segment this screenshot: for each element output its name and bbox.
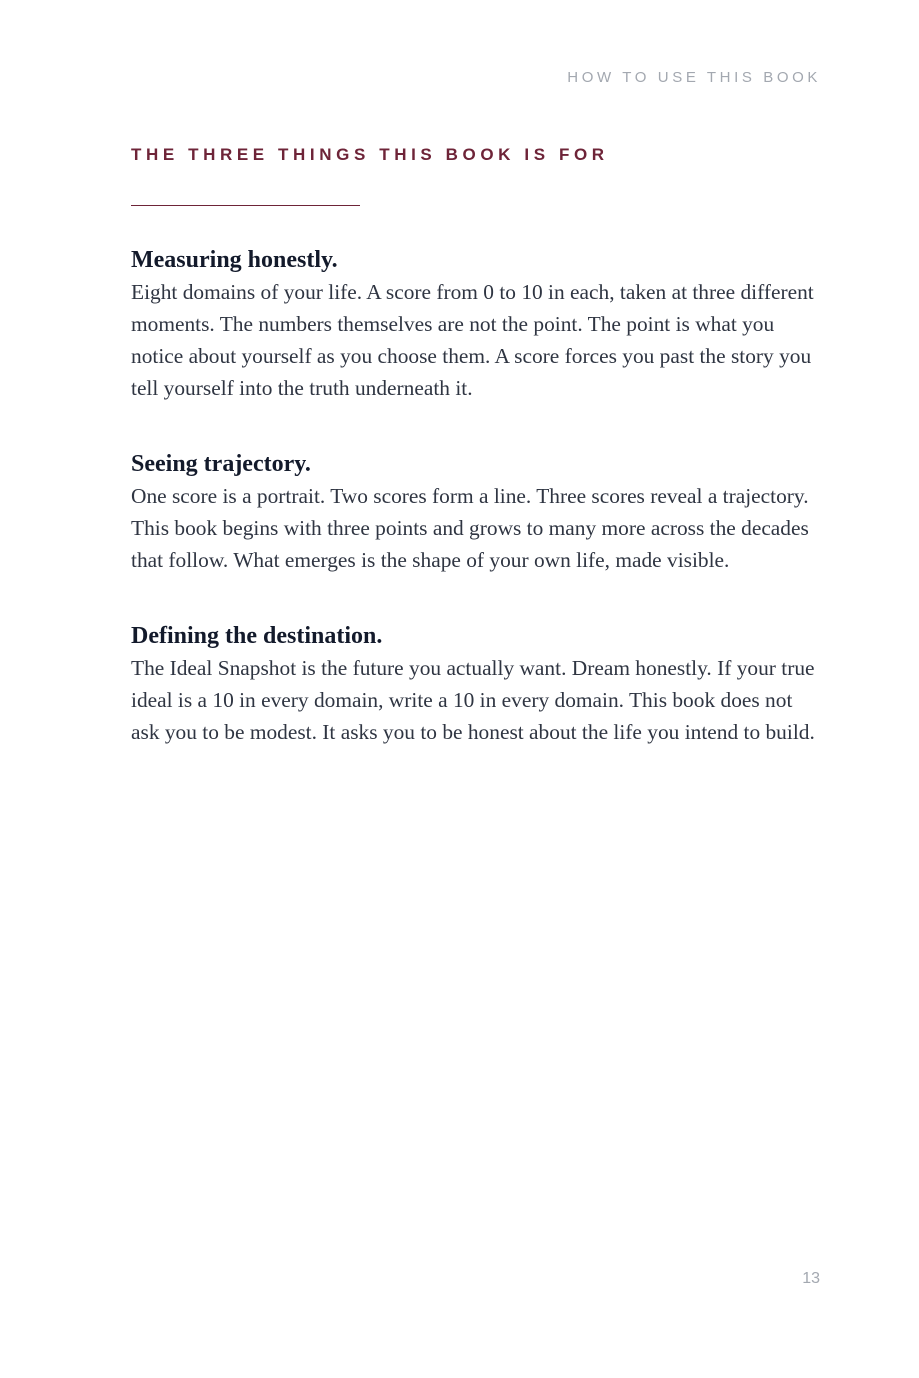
section-divider — [131, 205, 360, 206]
entry-heading: Defining the destination. — [131, 623, 383, 649]
running-header: HOW TO USE THIS BOOK — [567, 69, 821, 86]
section-title: THE THREE THINGS THIS BOOK IS FOR — [131, 145, 609, 164]
entry-trajectory — [131, 448, 821, 576]
entry-measuring — [131, 244, 821, 404]
entries-list — [131, 244, 821, 792]
entry-heading: Seeing trajectory. — [131, 451, 311, 477]
entry-heading: Measuring honestly. — [131, 247, 338, 273]
entry-body: Eight domains of your life. A score from 0 to 10 in each, taken at three different moments. The numbers themselves are not the point. The point is what you notice about yourself as you choose them. A score forces you past the story you tell yourself into the truth underneath it. — [131, 280, 814, 400]
entry-body: The Ideal Snapshot is the future you actually want. Dream honestly. If your true ideal is a 10 in every domain, write a 10 in every domain. This book does not ask you to be modest. It asks you to be honest about the life you intend to build. — [131, 656, 815, 744]
page-number: 13 — [802, 1270, 820, 1287]
entry-body: One score is a portrait. Two scores form a line. Three scores reveal a trajectory. This book begins with three points and grows to many more across the decades that follow. What emerges is the shape of your own life, made visible. — [131, 484, 809, 572]
entry-destination — [131, 620, 821, 748]
